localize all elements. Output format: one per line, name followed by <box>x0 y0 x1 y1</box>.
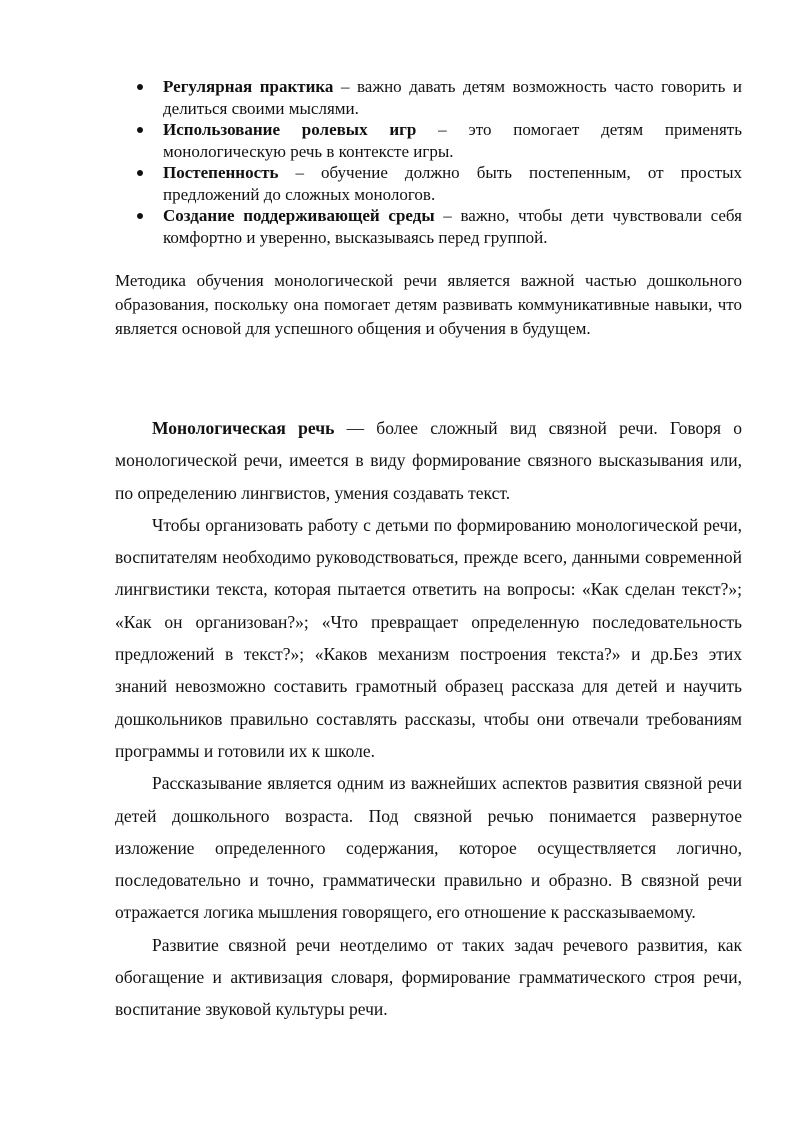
paragraph-text: — более сложный вид связной речи. Говоря о монологической речи, имеется в виду формирование связного высказывания или, по определению лингвистов, умения создавать текст. <box>115 418 742 503</box>
summary-paragraph: Методика обучения монологической речи является важной частью дошкольного образования, поскольку она помогает детям развивать коммуникативные навыки, что является основой для успешного общения и обучения в будущем. <box>115 271 742 338</box>
bullet-term: Создание поддерживающей среды <box>163 206 435 225</box>
methods-bullet-list <box>115 76 742 248</box>
bullet-item <box>115 76 742 119</box>
paragraph-connected-speech: Развитие связной речи неотделимо от таких задач речевого развития, как обогащение и активизация словаря, формирование грамматического строя речи, воспитание звуковой культуры речи. <box>115 934 742 1020</box>
paragraph-organizing-work: Чтобы организовать работу с детьми по формированию монологической речи, воспитателям необходимо руководствоваться, прежде всего, данными современной лингвистики текста, которая пытается ответить на вопросы: «Как сделан текст?»; «Как он организован?»; «Что превращает определенную последовательность предложений в текст?»; «Каков механизм построения текста?» и др.Без этих знаний невозможно составить грамотный образец рассказа для детей и научить дошкольников правильно составлять рассказы, чтобы они отвечали требованиям программы и готовили их к школе. <box>115 514 742 761</box>
bullet-dot-icon <box>137 127 143 133</box>
bullet-item <box>115 205 742 248</box>
bullet-text: – важно, чтобы дети чувствовали себя комфортно и уверенно, высказываясь перед группой. <box>163 206 742 247</box>
bullet-text: – обучение должно быть постепенным, от простых предложений до сложных монологов. <box>163 163 742 204</box>
bullet-dot-icon <box>137 170 143 176</box>
paragraph-term: Монологическая речь <box>152 418 335 438</box>
bullet-term: Использование ролевых игр <box>163 120 417 139</box>
bullet-term: Постепенность <box>163 163 279 182</box>
main-text-section <box>115 412 742 1026</box>
bullet-text: – это помогает детям применять монологическую речь в контексте игры. <box>163 120 742 161</box>
bullet-dot-icon <box>137 213 143 219</box>
paragraph-monologue-definition <box>115 412 742 509</box>
bullet-item <box>115 162 742 205</box>
bullet-term: Регулярная практика <box>163 77 334 96</box>
bullet-item <box>115 119 742 162</box>
bullet-text: – важно давать детям возможность часто говорить и делиться своими мыслями. <box>163 77 742 118</box>
bullet-dot-icon <box>137 84 143 90</box>
paragraph-storytelling: Рассказывание является одним из важнейших аспектов развития связной речи детей дошкольного возраста. Под связной речью понимается развернутое изложение определенного содержания, которое осуществляется логично, последовательно и точно, грамматически правильно и образно. В связной речи отражается логика мышления говорящего, его отношение к рассказываемому. <box>115 773 742 923</box>
